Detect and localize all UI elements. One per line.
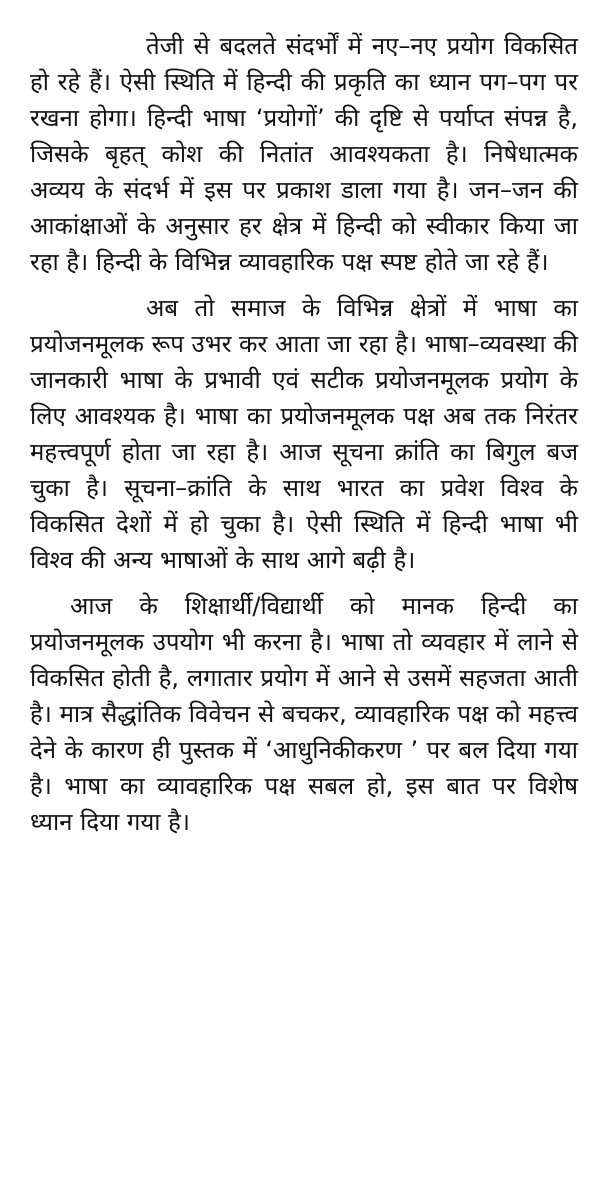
paragraph-1: तेजी से बदलते संदर्भों में नए–नए प्रयोग विकसित हो रहे हैं। ऐसी स्थिति में हिन्दी की प्रकृति का ध्यान पग–पग पर रखना होगा। हिन्दी भाषा ‘प्रयोगों’ की दृष्टि से पर्याप्त संपन्न है, जिसके बृहत् कोश की नितांत आवश्यकता है। निषेधात्मक अव्यय के संदर्भ में इस पर प्रकाश डाला गया है। जन–जन की आकांक्षाओं के अनुसार हर क्षेत्र में हिन्दी को स्वीकार किया जा रहा है। हिन्दी के विभिन्न व्यावहारिक पक्ष स्पष्ट होते जा रहे हैं।	[30, 32, 578, 276]
paragraph-3: आज के शिक्षार्थी/विद्यार्थी को मानक हिन्दी का प्रयोजनमूलक उपयोग भी करना है। भाषा तो व्यवहार में लाने से विकसित होती है, लगातार प्रयोग में आने से उसमें सहजता आती है। मात्र सैद्धांतिक विवेचन से बचकर, व्यावहारिक पक्ष को महत्त्व देने के कारण ही पुस्तक में ‘आधुनिकीकरण ’ पर बल दिया गया है। भाषा का व्यावहारिक पक्ष सबल हो, इस बात पर विशेष ध्यान दिया गया है।	[30, 592, 578, 836]
document-page	[30, 28, 578, 850]
paragraph-2: अब तो समाज के विभिन्न क्षेत्रों में भाषा का प्रयोजनमूलक रूप उभर कर आता जा रहा है। भाषा–व्यवस्था की जानकारी भाषा के प्रभावी एवं सटीक प्रयोजनमूलक प्रयोग के लिए आवश्यक है। भाषा का प्रयोजनमूलक पक्ष अब तक निरंतर महत्त्वपूर्ण होता जा रहा है। आज सूचना क्रांति का बिगुल बज चुका है। सूचना–क्रांति के साथ भारत का प्रवेश विश्व के विकसित देशों में हो चुका है। ऐसी स्थिति में हिन्दी भाषा भी विश्व की अन्य भाषाओं के साथ आगे बढ़ी है।	[30, 294, 578, 574]
